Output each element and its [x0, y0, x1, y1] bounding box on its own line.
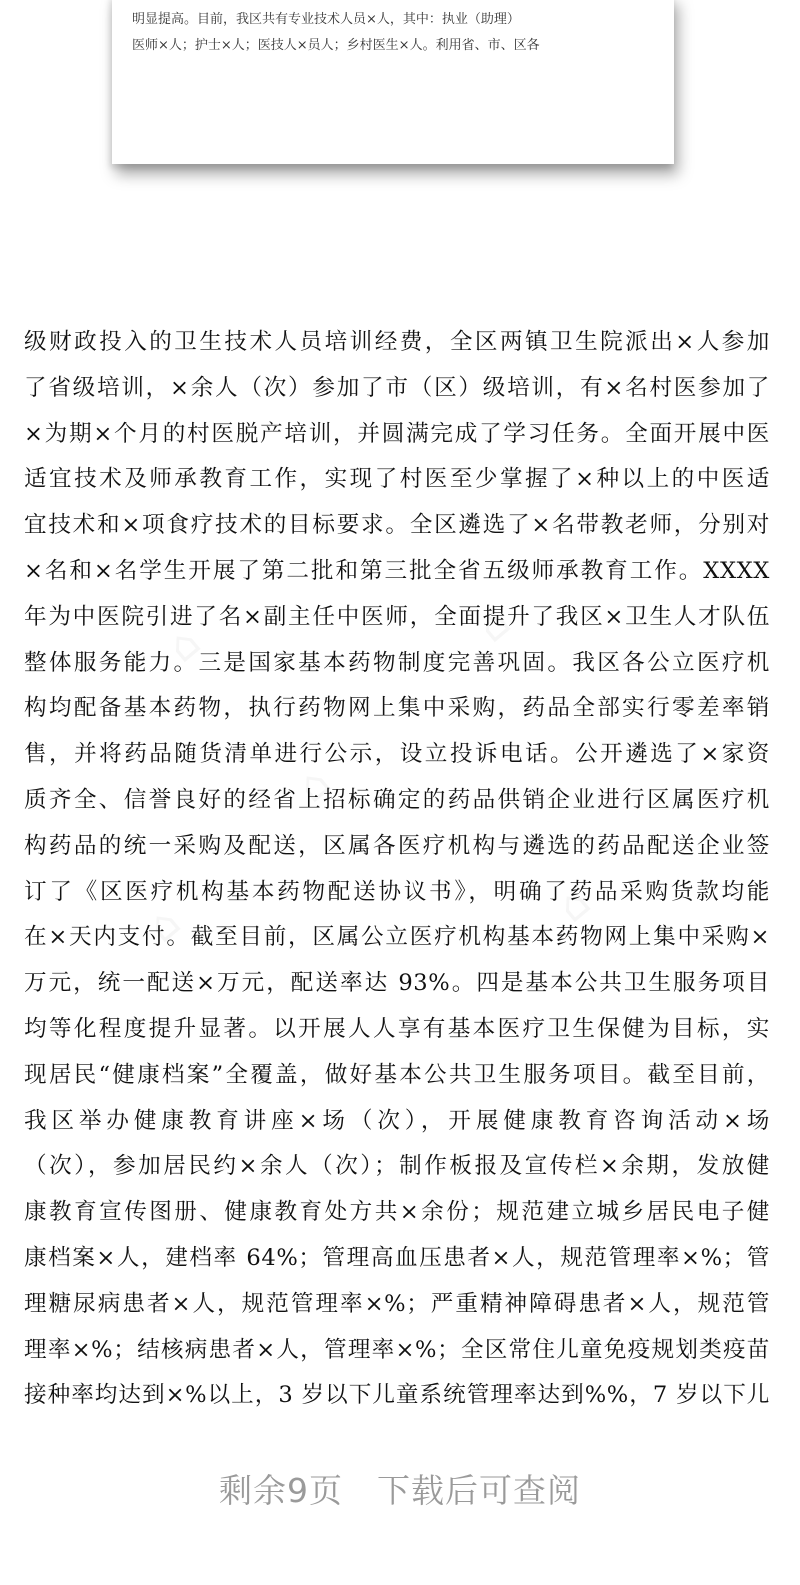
- body-line: 级财政投入的卫生技术人员培训经费，全区两镇卫生院派出×人参加: [24, 329, 770, 355]
- body-line: 构药品的统一采购及配送，区属各医疗机构与遴选的药品配送企业签: [24, 832, 770, 859]
- body-line: 万元，统一配送×万元，配送率达 93%。四是基本公共卫生服务项目: [24, 970, 770, 997]
- remaining-pages-notice[interactable]: [0, 1465, 800, 1512]
- body-line: 质齐全、信誉良好的经省上招标确定的药品供销企业进行区属医疗机: [24, 786, 770, 813]
- document-body: [24, 320, 770, 1419]
- body-line: ×为期×个月的村医脱产培训，并圆满完成了学习任务。全面开展中医: [24, 420, 770, 447]
- previous-page-preview: [112, 0, 674, 164]
- body-line: 现居民“健康档案”全覆盖，做好基本公共卫生服务项目。截至目前，: [24, 1061, 770, 1088]
- body-line: 整体服务能力。三是国家基本药物制度完善巩固。我区各公立医疗机: [24, 649, 770, 676]
- body-line: 康教育宣传图册、健康教育处方共×余份；规范建立城乡居民电子健: [24, 1199, 770, 1226]
- body-line: 适宜技术及师承教育工作，实现了村医至少掌握了×种以上的中医适: [24, 466, 770, 493]
- body-line: （次），参加居民约×余人（次）；制作板报及宣传栏×余期，发放健: [24, 1153, 770, 1180]
- body-line: 宜技术和×项食疗技术的目标要求。全区遴选了×名带教老师，分别对: [24, 512, 770, 539]
- remaining-pages-count: 剩余9页: [219, 1471, 343, 1510]
- body-line: 订了《区医疗机构基本药物配送协议书》，明确了药品采购货款均能: [24, 878, 770, 905]
- body-line: 在×天内支付。截至目前，区属公立医疗机构基本药物网上集中采购×: [24, 924, 770, 951]
- preview-line: [132, 0, 652, 7]
- preview-line: 明显提高。目前，我区共有专业技术人员×人，其中：执业（助理）: [132, 12, 520, 27]
- body-line: 我区举办健康教育讲座×场（次），开展健康教育咨询活动×场: [24, 1107, 770, 1134]
- download-to-view-link[interactable]: 下载后可查阅: [377, 1471, 581, 1510]
- body-line: 均等化程度提升显著。以开展人人享有基本医疗卫生保健为目标，实: [24, 1015, 770, 1042]
- body-line: 年为中医院引进了名×副主任中医师，全面提升了我区×卫生人才队伍: [24, 603, 770, 630]
- body-line: 康档案×人，建档率 64%；管理高血压患者×人，规范管理率×%；管: [24, 1244, 770, 1271]
- body-line: 构均配备基本药物，执行药物网上集中采购，药品全部实行零差率销: [24, 695, 770, 722]
- body-line: 接种率均达到×%以上，3 岁以下儿童系统管理率达到%%，7 岁以下儿: [24, 1382, 770, 1409]
- body-line: ×名和×名学生开展了第二批和第三批全省五级师承教育工作。XXXX: [24, 557, 770, 584]
- body-line: 售，并将药品随货清单进行公示，设立投诉电话。公开遴选了×家资: [24, 741, 770, 768]
- body-line: 理率×%；结核病患者×人，管理率×%；全区常住儿童免疫规划类疫苗: [24, 1336, 770, 1363]
- preview-line: 医师×人；护士×人；医技人×员人；乡村医生×人。利用省、市、区各: [132, 38, 540, 53]
- preview-text: [132, 0, 652, 59]
- body-line: 了省级培训，×余人（次）参加了市（区）级培训，有×名村医参加了: [24, 374, 770, 401]
- body-line: 理糖尿病患者×人，规范管理率×%；严重精神障碍患者×人，规范管: [24, 1290, 770, 1317]
